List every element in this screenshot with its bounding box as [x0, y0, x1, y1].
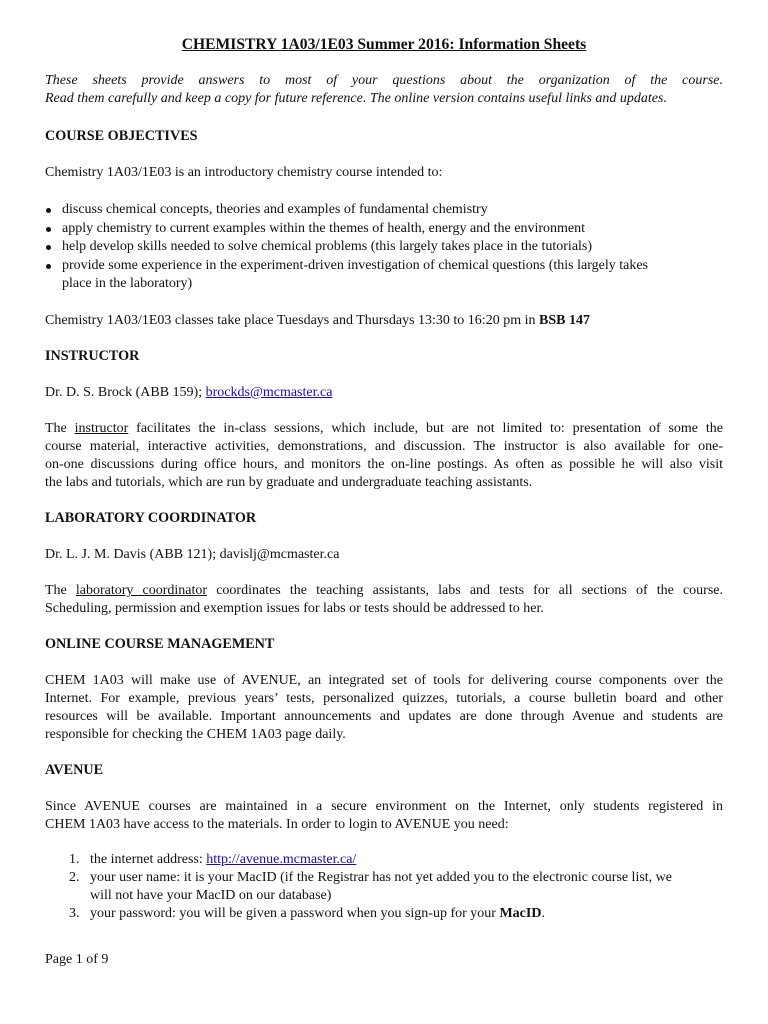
- list-item: 2. your user name: it is your MacID (if the Registrar has not yet added you to the electronic course list, we will not have your MacID on our database): [69, 870, 672, 903]
- avenue-requirements-list: [45, 851, 723, 923]
- instructor-description: The instructor facilitates the in-class sessions, which include, but are not limited to: presentation of some the course material, interactive activities, demonstrations, and discussion. The instructor is also available for one- on-one discussions during office hours, and monitors the on-line postings. As often as possible he will also visit the labs and tutorials, which are run by graduate and undergraduate teaching assistants.: [45, 421, 723, 490]
- list-item: discuss chemical concepts, theories and examples of fundamental chemistry: [45, 201, 723, 220]
- online-description: CHEM 1A03 will make use of AVENUE, an integrated set of tools for delivering course components over the Internet. For example, previous years’ tests, personalized quizzes, tutorials, a course bulletin board and other resources will be available. Important announcements and updates are done through Avenue and students are responsible for checking the CHEM 1A03 page daily.: [45, 673, 723, 742]
- list-item: apply chemistry to current examples within the themes of health, energy and the environment: [45, 220, 723, 239]
- avenue-description: Since AVENUE courses are maintained in a secure environment on the Internet, only students registered in CHEM 1A03 have access to the materials. In order to login to AVENUE you need:: [45, 799, 723, 832]
- section-heading-online: ONLINE COURSE MANAGEMENT: [45, 636, 275, 652]
- list-item: 1. the internet address: http://avenue.mcmaster.ca/: [69, 852, 357, 867]
- list-item: help develop skills needed to solve chemical problems (this largely takes place in the tutorials): [45, 238, 723, 257]
- intro-line: These sheets provide answers to most of your questions about the organization of the course.: [45, 73, 723, 88]
- lab-contact: Dr. L. J. M. Davis (ABB 121); davislj@mcmaster.ca: [45, 547, 340, 562]
- bullet-icon: [46, 264, 51, 269]
- lab-description: The laboratory coordinator coordinates the teaching assistants, labs and tests for all sections of the course. Scheduling, permission and exemption issues for labs or tests should be addressed to her.: [45, 583, 724, 616]
- list-item: 3. your password: you will be given a password when you sign-up for your MacID.: [69, 906, 545, 921]
- page-title: CHEMISTRY 1A03/1E03 Summer 2016: Information Sheets: [181, 36, 587, 53]
- list-item: provide some experience in the experiment-driven investigation of chemical questions (this largely takes place in the laboratory): [45, 257, 723, 294]
- avenue-url-link[interactable]: http://avenue.mcmaster.ca/: [206, 852, 357, 867]
- page-number: Page 1 of 9: [45, 952, 109, 967]
- section-heading-avenue: AVENUE: [45, 762, 104, 778]
- intro-paragraph: [45, 72, 723, 108]
- bullet-icon: [46, 227, 51, 232]
- lab-coordinator-term: laboratory coordinator: [75, 583, 208, 598]
- section-heading-instructor: INSTRUCTOR: [45, 348, 140, 364]
- room-label: BSB 147: [538, 313, 590, 328]
- instructor-email-link[interactable]: brockds@mcmaster.ca: [205, 385, 333, 400]
- instructor-contact: Dr. D. S. Brock (ABB 159); brockds@mcmaster.ca: [45, 385, 333, 400]
- instructor-term: instructor: [74, 421, 129, 436]
- section-heading-lab: LABORATORY COORDINATOR: [45, 510, 257, 526]
- bullet-icon: [46, 245, 51, 250]
- bullet-icon: [46, 208, 51, 213]
- class-schedule: Chemistry 1A03/1E03 classes take place Tuesdays and Thursdays 13:30 to 16:20 pm in BSB 147: [45, 313, 590, 328]
- intro-line: Read them carefully and keep a copy for future reference. The online version contains useful links and updates.: [45, 91, 667, 106]
- section-heading-objectives: COURSE OBJECTIVES: [45, 128, 198, 144]
- objectives-list: [45, 201, 723, 294]
- objectives-lead: Chemistry 1A03/1E03 is an introductory chemistry course intended to:: [45, 165, 443, 180]
